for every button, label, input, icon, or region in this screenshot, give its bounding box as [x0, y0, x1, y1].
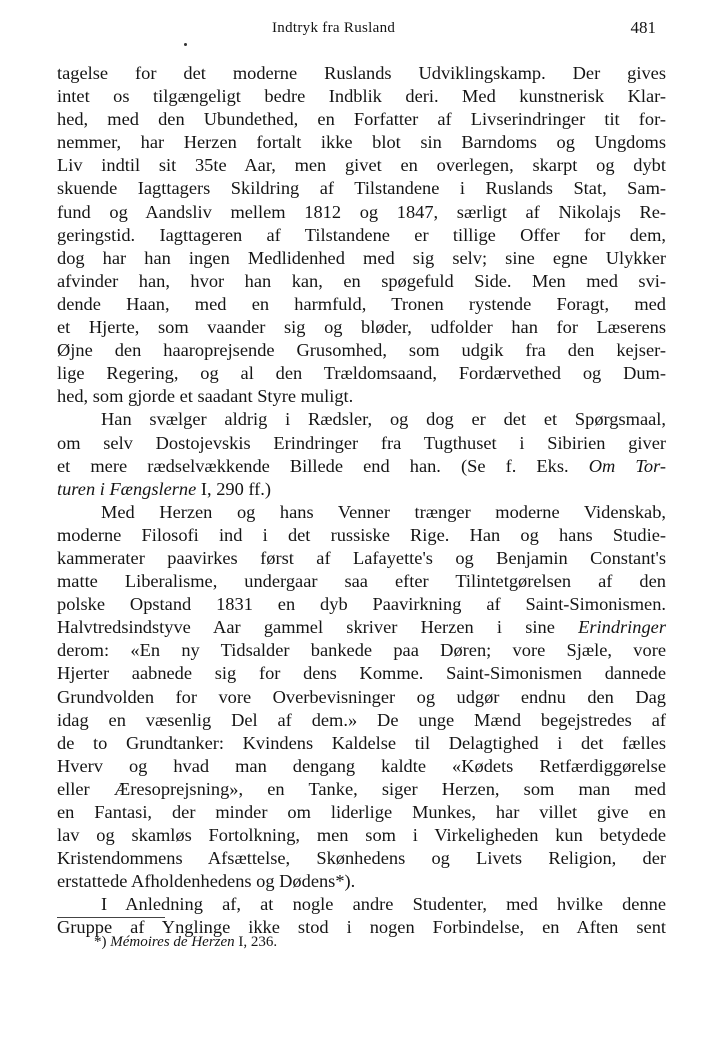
footnote-title: Mémoires de Herzen — [110, 934, 235, 950]
text-line: hed, som gjorde et saadant Styre muligt. — [57, 386, 354, 407]
text-line: nemmer, har Herzen fortalt ikke blot sin Barndoms og Ungdoms — [57, 132, 666, 153]
text-line: Grundvolden for vore Overbevisninger og udgør endnu den Dag — [57, 686, 666, 707]
text-line: skuende Iagttagers Skildring af Tilstandene i Ruslands Stat, Sam- — [57, 178, 666, 199]
text-line: moderne Filosofi ind i det russiske Rige. Han og hans Studie- — [57, 524, 666, 545]
text-line: idag en væsenlig Del af dem.» De unge Mænd begejstredes af — [57, 709, 666, 730]
text-line: Gruppe af Ynglinge ikke stod i nogen Forbindelse, en Aften sent — [57, 917, 666, 938]
italic-title: Om Tor- — [588, 455, 666, 476]
text-line: Han svælger aldrig i Rædsler, og dog er det et Spørgsmaal, — [101, 409, 666, 430]
text-line: Øjne den haaroprejsende Grusomhed, som udgik fra den kejser- — [57, 340, 666, 361]
text-line — [57, 478, 666, 501]
text-line: lige Regering, og al den Trældomsaand, Fordærvethed og Dum- — [57, 363, 666, 384]
italic-title: turen i Fængslerne — [57, 478, 197, 499]
text-line: en Fantasi, der minder om liderlige Munkes, har villet give en — [57, 802, 666, 822]
text-line: kammerater paavirkes først af Lafayette's og Benjamin Constant's — [57, 547, 666, 568]
italic-title: Erindringer — [578, 617, 666, 638]
footnote-ref: I, 236. — [234, 934, 278, 950]
text-line: eller Æresoprejsning», en Tanke, siger Herzen, som man med — [57, 778, 666, 799]
text-line: et Hjerte, som vaander sig og bløder, udfolder han for Læserens — [57, 317, 666, 338]
footnote-rule — [57, 917, 165, 918]
text-line: Med Herzen og hans Venner trænger moderne Videnskab, — [101, 501, 666, 522]
text-line — [57, 455, 666, 478]
text-line: Kristendommens Afsættelse, Skønhedens og Livets Religion, der — [57, 848, 666, 869]
text-line: om selv Dostojevskis Erindringer fra Tugthuset i Sibirien giver — [57, 432, 666, 453]
text-line: dog har han ingen Medlidenhed med sig selv; sine egne Ulykker — [57, 247, 666, 268]
text-line — [57, 616, 666, 639]
text-line: hed, med den Ubundethed, en Forfatter af Livserindringer tit for- — [57, 109, 666, 130]
footnote-marker: *) — [94, 934, 107, 950]
text-line: afvinder han, hvor han kan, en spøgefuld Side. Men med svi- — [57, 270, 666, 291]
text-line: Hverv og hvad man dengang kaldte «Kødets Retfærdiggørelse — [57, 755, 666, 776]
footnote — [94, 934, 277, 951]
text-line: fund og Aandsliv mellem 1812 og 1847, særligt af Nikolajs Re- — [57, 201, 666, 222]
text-line: polske Opstand 1831 en dyb Paavirkning af Saint-Simonismen. — [57, 594, 666, 615]
text-line: tagelse for det moderne Ruslands Udviklingskamp. Der gives — [57, 63, 666, 83]
text-line: geringstid. Iagttageren af Tilstandene er tillige Offer for dem, — [57, 224, 666, 245]
text-fragment: et mere rædselvækkende Billede end han. (Se f. Eks. — [57, 455, 589, 476]
text-line: erstattede Afholdenhedens og Dødens*). — [57, 871, 356, 892]
text-line: I Anledning af, at nogle andre Studenter, med hvilke denne — [101, 894, 666, 915]
print-speck — [184, 43, 187, 46]
text-line: dende Haan, med en harmfuld, Tronen rystende Foragt, med — [57, 293, 666, 314]
body-text — [57, 62, 666, 940]
page-number: 481 — [630, 18, 656, 37]
text-line: de to Grundtanker: Kvindens Kaldelse til Delagtighed i det fælles — [57, 732, 666, 753]
text-line: derom: «En ny Tidsalder bankede paa Døren; vore Sjæle, vore — [57, 640, 666, 661]
text-fragment: Halvtredsindstyve Aar gammel skriver Herzen i sine — [57, 617, 579, 638]
text-fragment: I, 290 ff.) — [200, 478, 272, 499]
text-line: matte Liberalisme, undergaar saa efter Tilintetgørelsen af den — [57, 571, 666, 592]
text-line: lav og skamløs Fortolkning, men som i Virkeligheden kun betydede — [57, 825, 666, 846]
text-line: intet os tilgængeligt bedre Indblik deri. Med kunstnerisk Klar- — [57, 86, 666, 107]
text-line: Liv indtil sit 35te Aar, men givet en overlegen, skarpt og dybt — [57, 155, 666, 176]
text-line: Hjerter aabnede sig for dens Komme. Saint-Simonismen dannede — [57, 663, 666, 684]
running-head: Indtryk fra Rusland — [272, 20, 396, 36]
